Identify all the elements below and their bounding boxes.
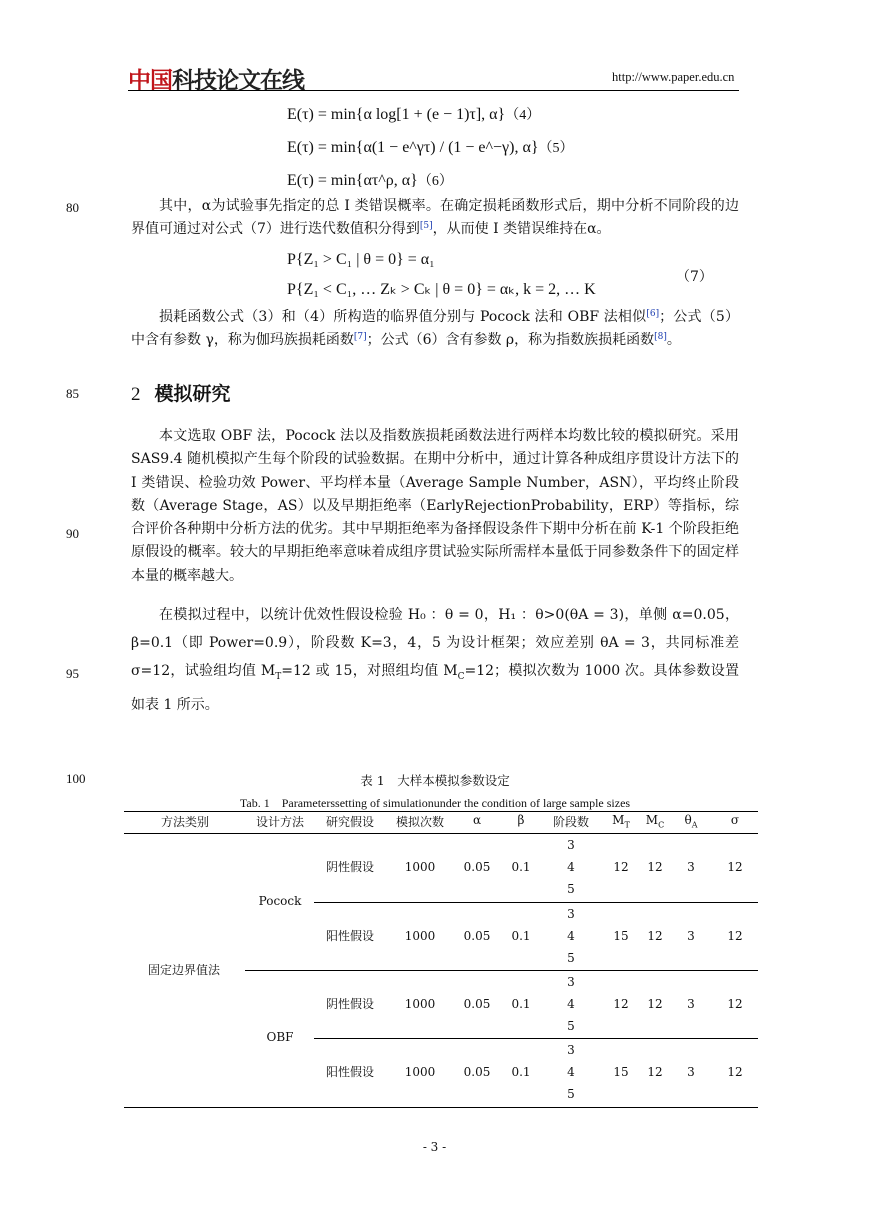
header-theta: $\theta_A$ xyxy=(684,813,698,830)
equation-5: E(τ) = min{α(1 − e^γτ) / (1 − e^−γ), α}（5） xyxy=(287,139,574,156)
table-rule-pocock xyxy=(314,902,758,903)
cell-alpha: 0.05 xyxy=(463,1065,491,1079)
cell-mc: 12 xyxy=(647,1065,663,1079)
cell-sigma: 12 xyxy=(727,997,743,1011)
line-number-90: 90 xyxy=(66,526,79,541)
cell-sigma: 12 xyxy=(727,929,743,943)
table-top-rule xyxy=(124,811,758,812)
cell-beta: 0.1 xyxy=(511,997,531,1011)
line-number-95: 95 xyxy=(66,666,79,681)
cell-stage: 5 xyxy=(567,951,575,965)
cell-sim-count: 1000 xyxy=(404,929,436,943)
cell-stage: 5 xyxy=(567,1019,575,1033)
paragraph-alpha-definition: 其中，α为试验事先指定的总 I 类错误概率。在确定损耗函数形式后，期中分析不同阶段的边界值可通过对公式（7）进行迭代数值积分得到[5]，从而使 I 类错误维持在α。 xyxy=(131,198,739,238)
table-row xyxy=(0,973,869,1039)
table-row xyxy=(0,905,869,971)
cell-mc: 12 xyxy=(647,929,663,943)
cell-hypothesis: 阴性假设 xyxy=(325,860,374,874)
header-mt: $M_T$ xyxy=(612,813,630,830)
cell-category: 固定边界值法 xyxy=(147,963,220,977)
table-bottom-rule xyxy=(124,1107,758,1108)
cell-hypothesis: 阳性假设 xyxy=(325,1065,374,1079)
header-alpha: α xyxy=(472,813,482,827)
cell-method-obf: OBF xyxy=(266,1030,294,1044)
header-design-method: 设计方法 xyxy=(255,815,304,829)
header-sigma: σ xyxy=(730,813,740,827)
header-method-category: 方法类别 xyxy=(160,815,209,829)
citation-5[interactable]: [5] xyxy=(419,221,433,232)
cell-stage: 4 xyxy=(567,860,575,874)
header-stages: 阶段数 xyxy=(552,815,589,829)
cell-sigma: 12 xyxy=(727,860,743,874)
cell-stage: 4 xyxy=(567,929,575,943)
section-heading: 2 模拟研究 xyxy=(131,383,231,405)
header-rule xyxy=(128,90,739,91)
equation-7-number: （7） xyxy=(676,269,713,285)
cell-sim-count: 1000 xyxy=(404,997,436,1011)
cell-beta: 0.1 xyxy=(511,929,531,943)
cell-theta: 3 xyxy=(687,860,695,874)
header-mc: $M_C$ xyxy=(645,813,665,830)
cell-stage: 5 xyxy=(567,1087,575,1101)
citation-7[interactable]: [7] xyxy=(353,332,367,343)
equation-4: E(τ) = min{α log[1 + (e − 1)τ], α}（4） xyxy=(287,106,541,123)
cell-theta: 3 xyxy=(687,1065,695,1079)
cell-theta: 3 xyxy=(687,929,695,943)
cell-beta: 0.1 xyxy=(511,1065,531,1079)
line-number-100: 100 xyxy=(66,771,86,786)
cell-mc: 12 xyxy=(647,860,663,874)
cell-hypothesis: 阴性假设 xyxy=(325,997,374,1011)
paragraph-simulation-method: 本文选取 OBF 法，Pocock 法以及指数族损耗函数法进行两样本均数比较的模拟研究。采用 SAS9.4 随机模拟产生每个阶段的试验数据。在期中分析中，通过计算各种成组序贯设计方法下的 I 类错误、检验功效 Power、平均样本量（Average Sample Number，ASN），平均终止阶段数（Average Stage，AS）以及早期拒绝率（EarlyRejectionProbability，ERP）等指标，综合评价各种期中分析方法的优劣。其中早期拒绝率为备择假设条件下期中分析在前 K-1 个阶段拒绝原假设的概率。较大的早期拒绝率意味着成组序贯试验实际所需样本量低于同参数条件下的固定样本量的概率越大。 xyxy=(131,428,739,584)
cell-beta: 0.1 xyxy=(511,860,531,874)
cell-hypothesis: 阳性假设 xyxy=(325,929,374,943)
cell-stage: 3 xyxy=(567,1043,575,1057)
line-number-80: 80 xyxy=(66,200,79,215)
equation-7-line1: P{Z₁ > C₁ | θ = 0} = α₁ xyxy=(287,251,435,268)
journal-logo: 中国科技论文在线 xyxy=(128,68,304,94)
citation-8[interactable]: [8] xyxy=(654,332,667,343)
cell-stage: 3 xyxy=(567,975,575,989)
cell-mt: 12 xyxy=(613,860,629,874)
page-number: - 3 - xyxy=(422,1140,447,1154)
cell-sim-count: 1000 xyxy=(404,1065,436,1079)
equation-6: E(τ) = min{ατ^ρ, α}（6） xyxy=(287,172,453,189)
cell-stage: 3 xyxy=(567,838,575,852)
line-number-85: 85 xyxy=(66,386,79,401)
cell-sigma: 12 xyxy=(727,1065,743,1079)
header-sim-count: 模拟次数 xyxy=(395,815,444,829)
paragraph-loss-functions: 损耗函数公式（3）和（4）所构造的临界值分别与 Pocock 法和 OBF 法相似[6]；公式（5）中含有参数 γ，称为伽玛族损耗函数[7]；公式（6）含有参数 ρ，称为指数族损耗函数[8]。 xyxy=(131,309,739,349)
citation-6[interactable]: [6] xyxy=(646,309,660,319)
header-hypothesis: 研究假设 xyxy=(325,815,374,829)
cell-stage: 4 xyxy=(567,997,575,1011)
header-beta: β xyxy=(517,813,525,827)
site-url: http://www.paper.edu.cn xyxy=(612,70,735,84)
cell-theta: 3 xyxy=(687,997,695,1011)
table-row xyxy=(0,1041,869,1107)
cell-alpha: 0.05 xyxy=(463,860,491,874)
cell-alpha: 0.05 xyxy=(463,997,491,1011)
paragraph-parameters: 在模拟过程中，以统计优效性假设检验 H₀ ：θ = 0，H₁ ：θ>0(θA = 3)，单侧 α=0.05，β=0.1（即 Power=0.9），阶段数 K=3，4，5 为设计框架；效应差别 θA = 3，共同标准差σ=12，试验组均值 $M_T=12$ 或 15，对照组均值 $M_C=12$；模拟次数为 1000 次。具体参数设置如表 1 所示。 xyxy=(131,607,740,713)
cell-sim-count: 1000 xyxy=(404,860,436,874)
cell-method-pocock: Pocock xyxy=(258,894,302,908)
cell-stage: 3 xyxy=(567,907,575,921)
table-caption-cn: 表 1 大样本模拟参数设定 xyxy=(360,773,510,788)
table-caption-en: Tab. 1 Parameterssetting of simulationunder the condition of large sample sizes xyxy=(239,796,631,810)
table-header-rule xyxy=(124,833,758,834)
cell-stage: 5 xyxy=(567,882,575,896)
cell-mt: 15 xyxy=(613,1065,629,1079)
table-row xyxy=(0,836,869,902)
cell-alpha: 0.05 xyxy=(463,929,491,943)
cell-mt: 15 xyxy=(613,929,629,943)
cell-stage: 4 xyxy=(567,1065,575,1079)
cell-mt: 12 xyxy=(613,997,629,1011)
equation-7-line2: P{Z₁ < C₁, … Zₖ > Cₖ | θ = 0} = αₖ, k = 2, … K xyxy=(287,281,596,298)
cell-mc: 12 xyxy=(647,997,663,1011)
